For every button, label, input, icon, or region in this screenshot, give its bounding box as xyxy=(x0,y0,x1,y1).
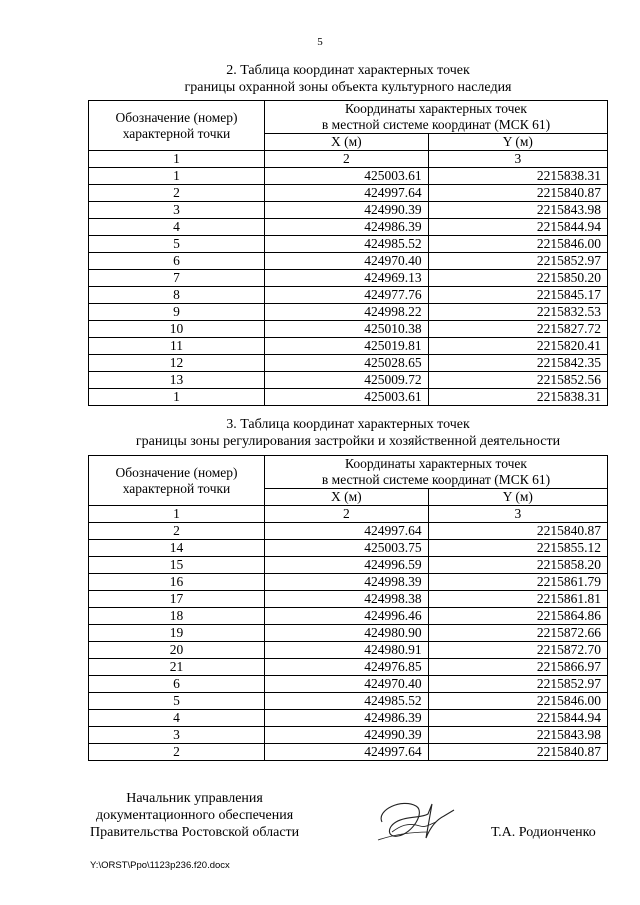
y-coordinate-cell: 2215820.41 xyxy=(428,338,607,355)
y-coordinate-cell: 2215852.97 xyxy=(428,676,607,693)
caption-line: 3. Таблица координат характерных точек xyxy=(226,417,470,432)
y-coordinate-cell: 2215832.53 xyxy=(428,304,607,321)
table-row xyxy=(89,321,608,338)
y-coordinate-cell: 2215840.87 xyxy=(428,185,607,202)
header-coordinates: Координаты характерных точек в местной системе координат (МСК 61) xyxy=(265,456,608,489)
table-row xyxy=(89,625,608,642)
table-row xyxy=(89,557,608,574)
table-row xyxy=(89,236,608,253)
y-coordinate-cell: 2215844.94 xyxy=(428,219,607,236)
table-row xyxy=(89,338,608,355)
table-row xyxy=(89,219,608,236)
document-file-path: Y:\ORST\Ppo\1123p236.f20.docx xyxy=(90,860,230,871)
header-x: X (м) xyxy=(265,134,429,151)
point-number-cell: 7 xyxy=(89,270,265,287)
table-row xyxy=(89,659,608,676)
x-coordinate-cell: 424997.64 xyxy=(265,523,429,540)
y-coordinate-cell: 2215838.31 xyxy=(428,168,607,185)
table-row xyxy=(89,372,608,389)
table-header-row xyxy=(89,101,608,134)
x-coordinate-cell: 424985.52 xyxy=(265,236,429,253)
point-number-cell: 18 xyxy=(89,608,265,625)
signatory-title-line: Правительства Ростовской области xyxy=(90,825,300,840)
table-row xyxy=(89,355,608,372)
x-coordinate-cell: 424986.39 xyxy=(265,710,429,727)
table-row xyxy=(89,304,608,321)
point-number-cell: 2 xyxy=(89,185,265,202)
column-number: 3 xyxy=(428,506,607,523)
point-number-cell: 10 xyxy=(89,321,265,338)
caption-line: 2. Таблица координат характерных точек xyxy=(226,63,470,78)
y-coordinate-cell: 2215850.20 xyxy=(428,270,607,287)
y-coordinate-cell: 2215827.72 xyxy=(428,321,607,338)
table-row xyxy=(89,523,608,540)
table-row xyxy=(89,168,608,185)
y-coordinate-cell: 2215852.56 xyxy=(428,372,607,389)
table-row xyxy=(89,389,608,406)
table-row xyxy=(89,676,608,693)
header-y: Y (м) xyxy=(428,134,607,151)
x-coordinate-cell: 424996.46 xyxy=(265,608,429,625)
point-number-cell: 2 xyxy=(89,744,265,761)
y-coordinate-cell: 2215840.87 xyxy=(428,744,607,761)
x-coordinate-cell: 424990.39 xyxy=(265,202,429,219)
x-coordinate-cell: 424976.85 xyxy=(265,659,429,676)
y-coordinate-cell: 2215872.66 xyxy=(428,625,607,642)
point-number-cell: 5 xyxy=(89,236,265,253)
point-number-cell: 4 xyxy=(89,710,265,727)
column-number: 3 xyxy=(428,151,607,168)
x-coordinate-cell: 424998.22 xyxy=(265,304,429,321)
point-number-cell: 13 xyxy=(89,372,265,389)
x-coordinate-cell: 424996.59 xyxy=(265,557,429,574)
coordinates-table-protection-zone xyxy=(88,100,608,406)
x-coordinate-cell: 424997.64 xyxy=(265,744,429,761)
y-coordinate-cell: 2215844.94 xyxy=(428,710,607,727)
x-coordinate-cell: 425003.61 xyxy=(265,168,429,185)
x-coordinate-cell: 425009.72 xyxy=(265,372,429,389)
signatory-name: Т.А. Родионченко xyxy=(491,825,596,840)
table-row xyxy=(89,253,608,270)
table-row xyxy=(89,591,608,608)
x-coordinate-cell: 425003.61 xyxy=(265,389,429,406)
column-number: 2 xyxy=(265,506,429,523)
point-number-cell: 20 xyxy=(89,642,265,659)
x-coordinate-cell: 424990.39 xyxy=(265,727,429,744)
point-number-cell: 3 xyxy=(89,727,265,744)
y-coordinate-cell: 2215838.31 xyxy=(428,389,607,406)
table-3-caption xyxy=(88,416,608,450)
column-number: 1 xyxy=(89,506,265,523)
x-coordinate-cell: 425010.38 xyxy=(265,321,429,338)
table-header-row xyxy=(89,456,608,489)
y-coordinate-cell: 2215846.00 xyxy=(428,693,607,710)
point-number-cell: 2 xyxy=(89,523,265,540)
table-row xyxy=(89,727,608,744)
point-number-cell: 6 xyxy=(89,676,265,693)
x-coordinate-cell: 424998.39 xyxy=(265,574,429,591)
column-number-row xyxy=(89,151,608,168)
x-coordinate-cell: 424969.13 xyxy=(265,270,429,287)
x-coordinate-cell: 424977.76 xyxy=(265,287,429,304)
x-coordinate-cell: 425003.75 xyxy=(265,540,429,557)
y-coordinate-cell: 2215872.70 xyxy=(428,642,607,659)
point-number-cell: 1 xyxy=(89,168,265,185)
header-point-designation: Обозначение (номер) характерной точки xyxy=(89,101,265,151)
signatory-title xyxy=(90,790,299,841)
table-row xyxy=(89,185,608,202)
y-coordinate-cell: 2215855.12 xyxy=(428,540,607,557)
table-row xyxy=(89,608,608,625)
x-coordinate-cell: 424985.52 xyxy=(265,693,429,710)
table-row xyxy=(89,744,608,761)
table-2-caption xyxy=(88,62,608,96)
caption-line: границы зоны регулирования застройки и хозяйственной деятельности xyxy=(135,434,561,449)
x-coordinate-cell: 424970.40 xyxy=(265,253,429,270)
point-number-cell: 14 xyxy=(89,540,265,557)
x-coordinate-cell: 424986.39 xyxy=(265,219,429,236)
point-number-cell: 3 xyxy=(89,202,265,219)
point-number-cell: 9 xyxy=(89,304,265,321)
point-number-cell: 12 xyxy=(89,355,265,372)
y-coordinate-cell: 2215843.98 xyxy=(428,202,607,219)
point-number-cell: 15 xyxy=(89,557,265,574)
point-number-cell: 19 xyxy=(89,625,265,642)
point-number-cell: 6 xyxy=(89,253,265,270)
y-coordinate-cell: 2215858.20 xyxy=(428,557,607,574)
handwritten-signature xyxy=(372,792,462,852)
table-row xyxy=(89,202,608,219)
table-row xyxy=(89,287,608,304)
column-number-row xyxy=(89,506,608,523)
point-number-cell: 8 xyxy=(89,287,265,304)
x-coordinate-cell: 424980.90 xyxy=(265,625,429,642)
y-coordinate-cell: 2215861.79 xyxy=(428,574,607,591)
signatory-title-line: Начальник управления xyxy=(126,791,263,806)
y-coordinate-cell: 2215864.86 xyxy=(428,608,607,625)
column-number: 2 xyxy=(265,151,429,168)
x-coordinate-cell: 424998.38 xyxy=(265,591,429,608)
header-coordinates: Координаты характерных точек в местной системе координат (МСК 61) xyxy=(265,101,608,134)
point-number-cell: 11 xyxy=(89,338,265,355)
caption-line: границы охранной зоны объекта культурного наследия xyxy=(184,80,512,95)
table-row xyxy=(89,574,608,591)
point-number-cell: 17 xyxy=(89,591,265,608)
header-point-designation: Обозначение (номер) характерной точки xyxy=(89,456,265,506)
y-coordinate-cell: 2215846.00 xyxy=(428,236,607,253)
x-coordinate-cell: 425019.81 xyxy=(265,338,429,355)
point-number-cell: 4 xyxy=(89,219,265,236)
table-row xyxy=(89,270,608,287)
coordinates-table-regulation-zone xyxy=(88,455,608,761)
x-coordinate-cell: 424970.40 xyxy=(265,676,429,693)
x-coordinate-cell: 424980.91 xyxy=(265,642,429,659)
page-number: 5 xyxy=(317,36,323,48)
point-number-cell: 1 xyxy=(89,389,265,406)
table-row xyxy=(89,642,608,659)
column-number: 1 xyxy=(89,151,265,168)
point-number-cell: 16 xyxy=(89,574,265,591)
point-number-cell: 5 xyxy=(89,693,265,710)
x-coordinate-cell: 425028.65 xyxy=(265,355,429,372)
y-coordinate-cell: 2215842.35 xyxy=(428,355,607,372)
header-y: Y (м) xyxy=(428,489,607,506)
point-number-cell: 21 xyxy=(89,659,265,676)
x-coordinate-cell: 424997.64 xyxy=(265,185,429,202)
y-coordinate-cell: 2215845.17 xyxy=(428,287,607,304)
y-coordinate-cell: 2215866.97 xyxy=(428,659,607,676)
header-x: X (м) xyxy=(265,489,429,506)
signatory-title-line: документационного обеспечения xyxy=(95,808,294,823)
y-coordinate-cell: 2215843.98 xyxy=(428,727,607,744)
y-coordinate-cell: 2215840.87 xyxy=(428,523,607,540)
y-coordinate-cell: 2215852.97 xyxy=(428,253,607,270)
table-row xyxy=(89,710,608,727)
table-row xyxy=(89,540,608,557)
y-coordinate-cell: 2215861.81 xyxy=(428,591,607,608)
table-row xyxy=(89,693,608,710)
